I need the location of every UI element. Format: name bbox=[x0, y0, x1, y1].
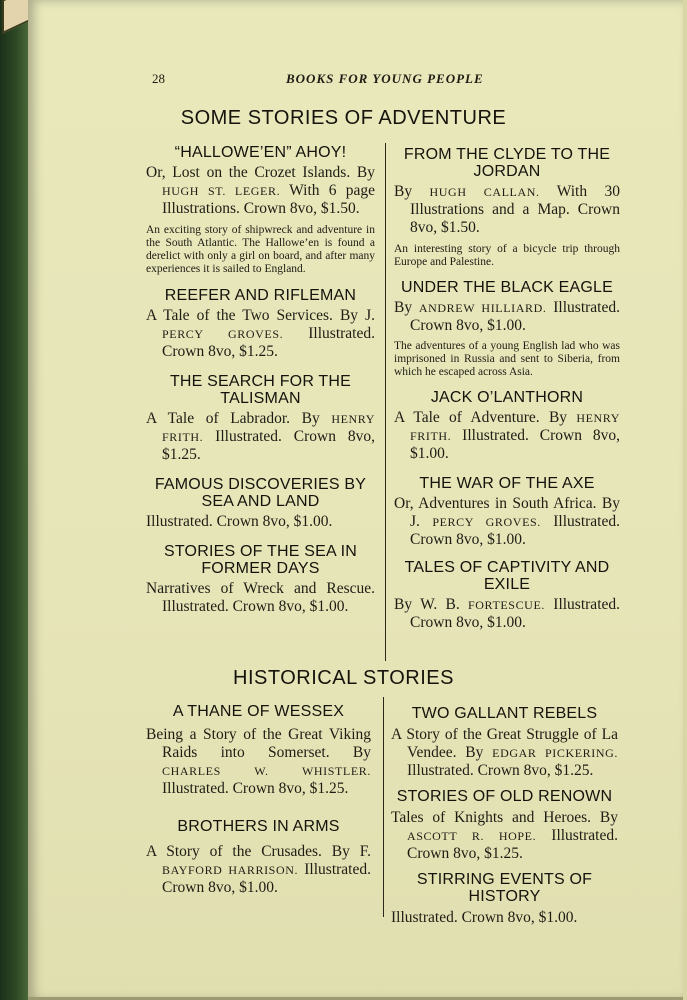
book-details-text: Narratives of Wreck and Rescue. Illustrated. Crown 8vo, $1.00. bbox=[146, 580, 375, 615]
book-details-text: With 30 Illustrations and a Map. Crown 8vo, $1.50. bbox=[410, 183, 621, 236]
book-title: FAMOUS DISCOVERIES BY SEA AND LAND bbox=[154, 476, 367, 510]
book-details-text: Illustrated. Crown 8vo, $1.25. bbox=[162, 428, 375, 463]
book-entry bbox=[391, 871, 618, 927]
book-entry bbox=[394, 475, 620, 549]
book-details-text: Illustrated. Crown 8vo, $1.00. bbox=[391, 909, 578, 926]
book-details-text: Illustrated. Crown 8vo, $1.00. bbox=[410, 299, 620, 334]
book-details-text: Illustrated. Crown 8vo, $1.25. bbox=[162, 325, 375, 360]
book-details-text: Illustrated. Crown 8vo, $1.25. bbox=[407, 762, 594, 779]
book-details bbox=[391, 726, 618, 780]
book-author: ANDREW HILLIARD. bbox=[418, 301, 547, 315]
adventure-left-column bbox=[146, 144, 375, 616]
book-details-text: With 6 page Illustrations. Crown 8vo, $1.50. bbox=[162, 182, 375, 217]
book-details bbox=[394, 495, 620, 549]
book-entry bbox=[146, 287, 375, 361]
book-details bbox=[146, 307, 375, 361]
adventure-right-column bbox=[394, 146, 620, 632]
book-entry bbox=[394, 389, 620, 463]
book-details bbox=[394, 596, 620, 632]
book-details bbox=[146, 513, 375, 531]
book-title: STIRRING EVENTS OF HISTORY bbox=[416, 871, 593, 905]
book-title: BROTHERS IN ARMS bbox=[177, 818, 340, 835]
book-details-text: Or, Lost on the Crozet Islands. By bbox=[146, 164, 375, 181]
book-details-text: By bbox=[394, 183, 430, 200]
book-title: A THANE OF WESSEX bbox=[172, 703, 345, 720]
book-author: HENRY FRITH. bbox=[410, 411, 620, 443]
book-description: The adventures of a young English lad who was imprisoned in Russia and sent to Siberia, from which he escaped across Asia. bbox=[394, 340, 620, 378]
book-title: THE SEARCH FOR THE TALISMAN bbox=[169, 373, 352, 407]
book-title: FROM THE CLYDE TO THE JORDAN bbox=[403, 146, 611, 180]
book-author: HUGH CALLAN. bbox=[429, 185, 540, 199]
book-description: An exciting story of shipwreck and adventure in the South Atlantic. The Hallowe’en is found a derelict with only a girl on board, and after many experiences it is sailed to England. bbox=[146, 224, 375, 275]
historical-right-column bbox=[391, 705, 618, 927]
column-divider-historical bbox=[383, 697, 384, 917]
book-entry bbox=[146, 543, 375, 616]
book-author: ASCOTT R. HOPE. bbox=[407, 829, 537, 843]
book-title: JACK O’LANTHORN bbox=[430, 389, 584, 406]
book-author: HUGH ST. LEGER. bbox=[162, 184, 281, 198]
book-entry bbox=[394, 146, 620, 269]
section-title-historical: HISTORICAL STORIES bbox=[233, 667, 454, 689]
section-title-adventure: SOME STORIES OF ADVENTURE bbox=[180, 107, 507, 129]
book-details bbox=[146, 843, 371, 897]
book-entry bbox=[394, 279, 620, 379]
book-details bbox=[146, 410, 375, 464]
book-entry bbox=[146, 373, 375, 464]
column-divider-adventure bbox=[385, 143, 386, 661]
book-spine bbox=[0, 0, 30, 1000]
page-number: 28 bbox=[152, 71, 165, 86]
book-entry bbox=[146, 144, 375, 276]
book-details-text: Being a Story of the Great Viking Raids into Somerset. By bbox=[146, 726, 371, 761]
book-entry bbox=[391, 788, 618, 863]
book-author: EDGAR PICKERING. bbox=[492, 746, 619, 760]
book-details-text: By bbox=[394, 299, 419, 316]
book-details-text: A Story of the Great Struggle of La Vendee. By bbox=[391, 726, 618, 761]
book-details bbox=[146, 164, 375, 218]
book-title: REEFER AND RIFLEMAN bbox=[164, 287, 357, 304]
book-details-text: A Tale of the Two Services. By J. bbox=[146, 307, 375, 324]
book-details bbox=[394, 409, 620, 463]
book-author: HENRY FRITH. bbox=[162, 412, 375, 444]
book-details-text: Or, Adventures in South Africa. By J. bbox=[394, 495, 620, 530]
book-title: UNDER THE BLACK EAGLE bbox=[401, 279, 613, 296]
book-details-text: Illustrated. Crown 8vo, $1.00. bbox=[410, 427, 620, 462]
book-title: STORIES OF OLD RENOWN bbox=[396, 788, 613, 805]
book-details bbox=[391, 809, 618, 863]
book-author: FORTESCUE. bbox=[468, 598, 545, 612]
book-title: “HALLOWE’EN” AHOY! bbox=[174, 144, 347, 161]
book-author: BAYFORD HARRISON. bbox=[162, 863, 299, 877]
book-details-text: A Tale of Adventure. By bbox=[394, 409, 577, 426]
book-details bbox=[146, 726, 371, 798]
book-details-text: Illustrated. Crown 8vo, $1.00. bbox=[410, 596, 621, 631]
book-details-text: Illustrated. Crown 8vo, $1.00. bbox=[410, 513, 620, 548]
book-details-text: Illustrated. Crown 8vo, $1.00. bbox=[146, 513, 333, 530]
book-entry bbox=[391, 705, 618, 780]
book-details-text: Tales of Knights and Heroes. By bbox=[391, 809, 618, 826]
book-title: TWO GALLANT REBELS bbox=[411, 705, 598, 722]
running-head: BOOKS FOR YOUNG PEOPLE bbox=[286, 71, 484, 86]
book-author: PERCY GROVES. bbox=[162, 327, 284, 341]
historical-left-column bbox=[146, 703, 371, 897]
book-details bbox=[394, 299, 620, 335]
book-description: An interesting story of a bicycle trip through Europe and Palestine. bbox=[394, 243, 620, 268]
book-details-text: Illustrated. Crown 8vo, $1.25. bbox=[407, 827, 618, 862]
book-author: PERCY GROVES. bbox=[432, 515, 541, 529]
book-details bbox=[146, 580, 375, 616]
book-details-text: A Story of the Crusades. By F. bbox=[146, 843, 371, 860]
book-entry bbox=[146, 476, 375, 531]
book-details bbox=[391, 909, 618, 927]
book-entry bbox=[394, 559, 620, 632]
book-title: THE WAR OF THE AXE bbox=[419, 475, 595, 492]
book-details-text: Illustrated. Crown 8vo, $1.25. bbox=[162, 780, 349, 797]
book-details bbox=[394, 183, 620, 237]
book-details-text: Illustrated. Crown 8vo, $1.00. bbox=[162, 861, 371, 896]
book-details-text: A Tale of Labrador. By bbox=[146, 410, 332, 427]
book-author: CHARLES W. WHISTLER. bbox=[162, 764, 371, 778]
book-title: STORIES OF THE SEA IN FORMER DAYS bbox=[164, 543, 357, 577]
book-details-text: By W. B. bbox=[394, 596, 469, 613]
book-title: TALES OF CAPTIVITY AND EXILE bbox=[404, 559, 610, 593]
book-entry bbox=[146, 818, 371, 897]
book-entry bbox=[146, 703, 371, 798]
